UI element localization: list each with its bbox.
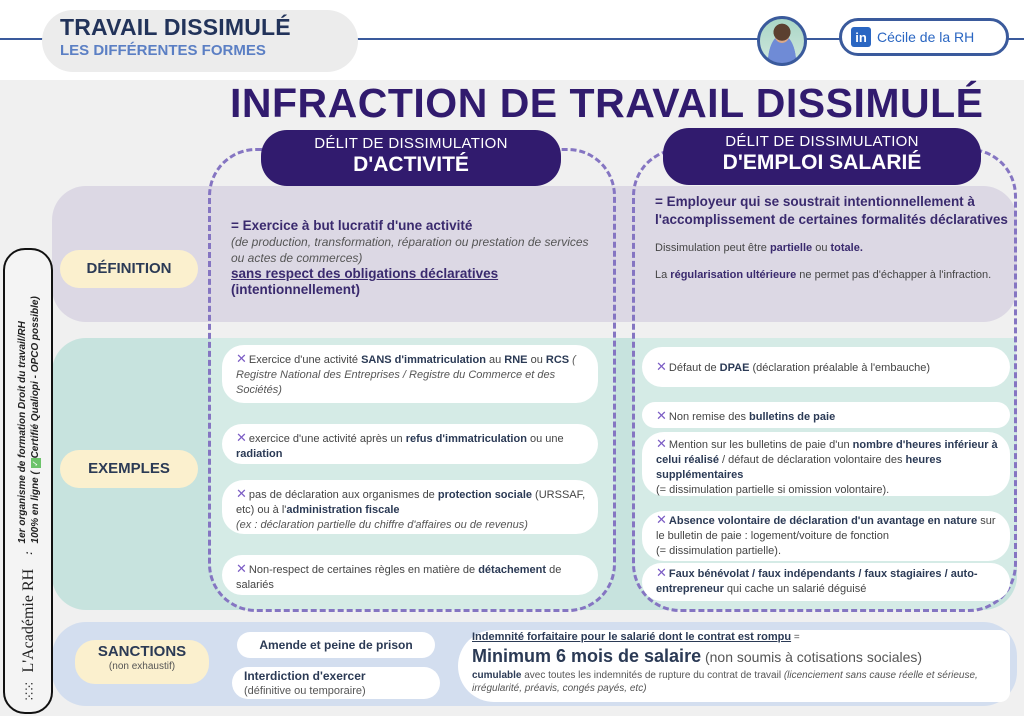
cross-icon: ✕ <box>236 486 247 501</box>
author-avatar <box>757 16 807 66</box>
activity-definition-condition: sans respect des obligations déclaratives <box>231 266 499 281</box>
cross-icon: ✕ <box>236 430 247 445</box>
doc-title: TRAVAIL DISSIMULÉ <box>60 14 291 40</box>
academie-rh-badge: ⁙⁙ L'Académie RH : 1er organisme de formation Droit du travail/RH 100% en ligne ( ✓Certifié Qualiopi - OPCO possible) <box>3 248 53 714</box>
activity-example-card: ✕ Non-respect de certaines règles en matière de détachement de salariés <box>222 555 598 595</box>
linkedin-icon: in <box>851 27 871 47</box>
cross-icon: ✕ <box>236 351 247 366</box>
sanctions-label-note: (non exhaustif) <box>108 661 176 672</box>
examples-label: EXEMPLES <box>60 450 198 488</box>
header-line-right-a <box>806 38 842 40</box>
cross-icon: ✕ <box>656 512 667 527</box>
indemnity-minimum: Minimum 6 mois de salaire (non soumis à cotisations sociales) <box>472 646 923 666</box>
employment-example-card: ✕ Non remise des bulletins de paie <box>642 402 1010 428</box>
activity-header-line2: D'ACTIVITÉ <box>353 153 469 176</box>
employment-column-header <box>663 128 981 185</box>
sanctions-label-text: SANCTIONS <box>97 643 187 660</box>
employment-example-card: ✕ Mention sur les bulletins de paie d'un nombre d'heures inférieur à celui réalisé / défaut de déclaration volontaire des heures supplémentaires (= dissimulation partielle si omission volontaire). <box>642 432 1010 496</box>
author-name: Cécile de la RH <box>877 29 975 45</box>
cross-icon: ✕ <box>236 561 247 576</box>
definition-label: DÉFINITION <box>60 250 198 288</box>
header-line-middle <box>355 38 760 40</box>
main-title: INFRACTION DE TRAVAIL DISSIMULÉ <box>230 80 984 126</box>
indemnity-cumul: cumulable avec toutes les indemnités de rupture du contrat de travail (licenciement sans cause réelle et sérieuse, irrégularité, préavis, congés payés, etc) <box>472 670 978 694</box>
employment-definition-main: = Employeur qui se soustrait intentionnellement à l'accomplissement de certaines formalités déclaratives <box>655 194 1008 227</box>
activity-column-header <box>261 130 561 186</box>
indemnity-heading: Indemnité forfaitaire pour le salarié dont le contrat est rompu <box>472 631 792 643</box>
sanctions-label <box>75 640 209 684</box>
check-icon: ✓ <box>31 460 40 467</box>
activity-example-card: ✕ exercice d'une activité après un refus d'immatriculation ou une radiation <box>222 424 598 464</box>
academie-tagline: 1er organisme de formation Droit du travail/RH 100% en ligne ( ✓Certifié Qualiopi - OPCO possible) <box>17 296 41 544</box>
employment-example-card: ✕ Faux bénévolat / faux indépendants / faux stagiaires / auto-entrepreneur qui cache un salarié déguisé <box>642 563 1010 601</box>
employment-example-card: ✕ Défaut de DPAE (déclaration préalable à l'embauche) <box>642 347 1010 387</box>
employment-example-card: ✕ Absence volontaire de déclaration d'un avantage en nature sur le bulletin de paie : logement/voiture de fonction (= dissimulation partielle). <box>642 511 1010 561</box>
employment-header-line1: DÉLIT DE DISSIMULATION <box>725 133 919 150</box>
activity-definition-detail: (de production, transformation, réparation ou prestation de services ou actes de commerces) <box>231 235 589 265</box>
cross-icon: ✕ <box>656 408 667 423</box>
academie-brand: L'Académie RH <box>20 568 37 673</box>
sanction-ban: Interdiction d'exercer (définitive ou temporaire) <box>232 667 440 699</box>
activity-example-card: ✕ pas de déclaration aux organismes de protection sociale (URSSAF, etc) ou à l'administration fiscale (ex : déclaration partielle du chiffre d'affaires ou de revenus) <box>222 480 598 534</box>
sanction-fine: Amende et peine de prison <box>237 632 435 658</box>
activity-definition <box>231 218 601 298</box>
cross-icon: ✕ <box>656 565 667 580</box>
linkedin-profile-link[interactable] <box>839 18 1009 56</box>
activity-definition-main: = Exercice à but lucratif d'une activité <box>231 218 473 233</box>
employment-definition <box>655 193 1010 295</box>
employment-definition-regularisation: La régularisation ultérieure ne permet pas d'échapper à l'infraction. <box>655 269 992 281</box>
doc-subtitle: LES DIFFÉRENTES FORMES <box>60 42 266 59</box>
cross-icon: ✕ <box>656 359 667 374</box>
employment-header-line2: D'EMPLOI SALARIÉ <box>722 151 922 174</box>
header-line-left <box>0 38 48 40</box>
activity-header-line1: DÉLIT DE DISSIMULATION <box>314 135 508 152</box>
title-pill <box>42 10 358 72</box>
activity-example-card: ✕ Exercice d'une activité SANS d'immatriculation au RNE ou RCS ( Registre National des Entreprises / Registre du Commerce et des Sociétés) <box>222 345 598 403</box>
cross-icon: ✕ <box>656 436 667 451</box>
activity-definition-intent: (intentionnellement) <box>231 282 360 297</box>
employment-definition-partial: Dissimulation peut être partielle ou totale. <box>655 242 863 254</box>
sanction-indemnity: Indemnité forfaitaire pour le salarié dont le contrat est rompu = Minimum 6 mois de salaire (non soumis à cotisations sociales) cumulable avec toutes les indemnités de rupture du contrat de travail (licenciement sans cause réelle et sérieuse, irrégularité, préavis, congés payés, etc) <box>458 630 1010 702</box>
academie-logo-icon: ⁙⁙ <box>20 682 37 702</box>
